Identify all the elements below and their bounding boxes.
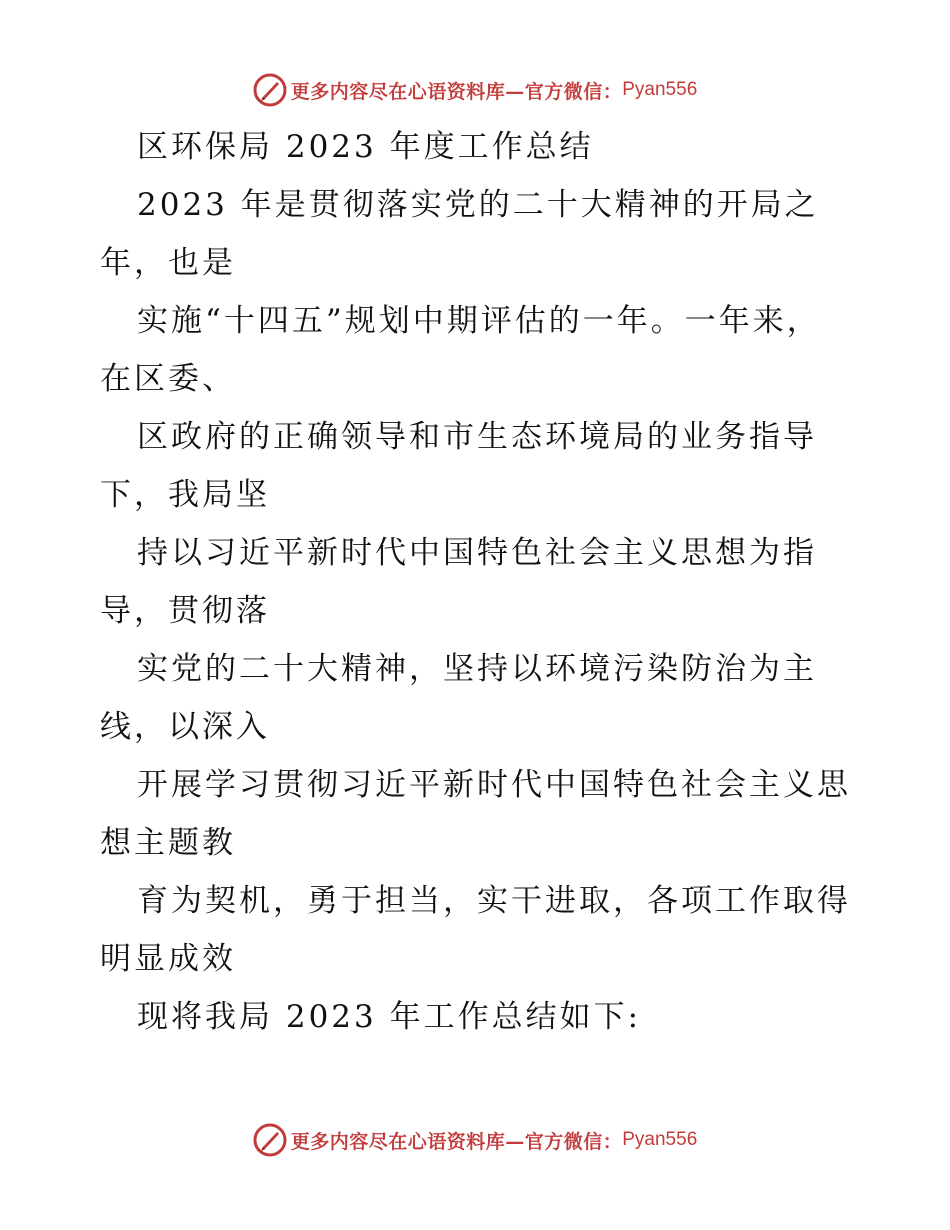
- paragraph-line: 想主题教: [100, 825, 236, 861]
- paragraph-line: 明显成效: [100, 941, 236, 977]
- watermark-text: 更多内容尽在心语资料库—官方微信：: [290, 1130, 623, 1153]
- paragraph-line: 区政府的正确领导和市生态环境局的业务指导: [137, 419, 817, 455]
- paragraph-line: 现将我局 2023 年工作总结如下:: [137, 999, 642, 1035]
- paragraph-line: 实施“十四五”规划中期评估的一年。一年来，: [137, 303, 821, 339]
- paragraph-line: 育为契机，勇于担当，实干进取，各项工作取得: [137, 883, 851, 919]
- document-body: [100, 118, 860, 1046]
- paragraph-line: 下，我局坚: [100, 477, 270, 513]
- paragraph-line: 线，以深入: [100, 709, 270, 745]
- watermark-wechat-id: Pyan556: [622, 1129, 698, 1150]
- paragraph-line: 开展学习贯彻习近平新时代中国特色社会主义思: [137, 767, 851, 803]
- quill-pen-icon: [253, 73, 287, 107]
- document-title: 区环保局 2023 年度工作总结: [137, 129, 594, 165]
- watermark-text: 更多内容尽在心语资料库—官方微信：: [290, 80, 623, 103]
- paragraph-line: 持以习近平新时代中国特色社会主义思想为指: [137, 535, 817, 571]
- watermark-banner-bottom: [0, 1120, 950, 1160]
- watermark-banner-top: [0, 70, 950, 110]
- paragraph-line: 年，也是: [100, 245, 236, 281]
- quill-pen-icon: [253, 1123, 287, 1157]
- watermark-wechat-id: Pyan556: [622, 79, 698, 100]
- paragraph-line: 2023 年是贯彻落实党的二十大精神的开局之: [137, 187, 819, 223]
- paragraph-line: 导，贯彻落: [100, 593, 270, 629]
- paragraph-line: 在区委、: [100, 361, 236, 397]
- paragraph-line: 实党的二十大精神，坚持以环境污染防治为主: [137, 651, 817, 687]
